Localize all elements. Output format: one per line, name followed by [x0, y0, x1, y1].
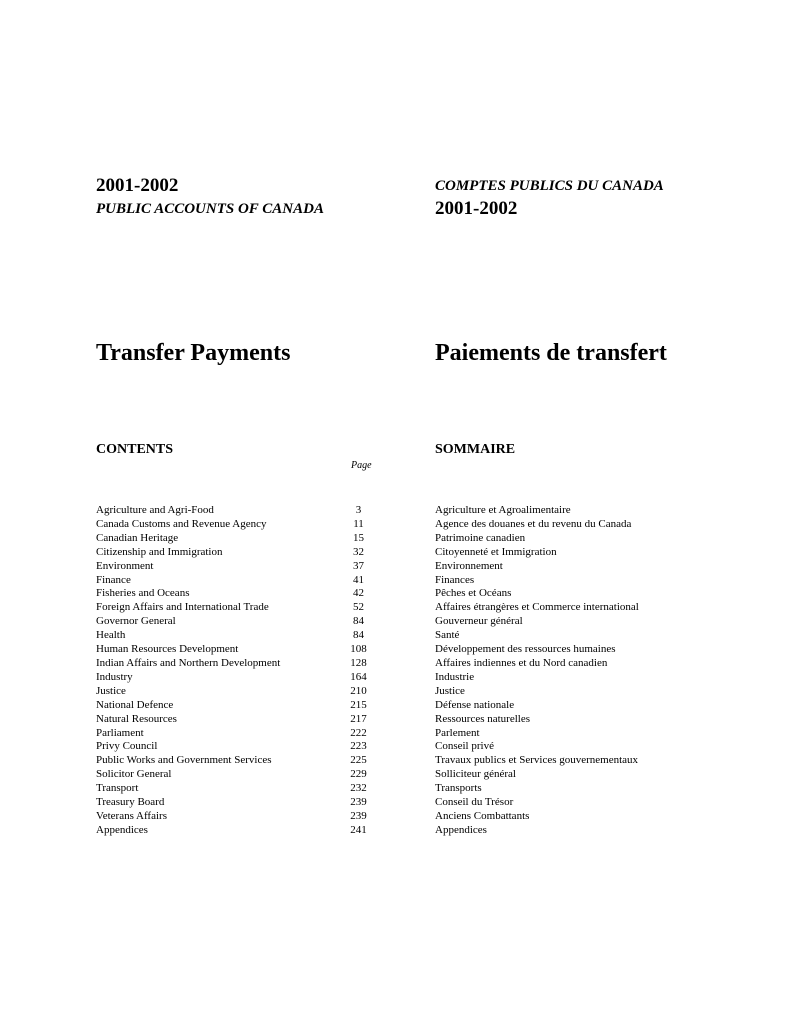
toc-entry-fr: Industrie	[435, 670, 475, 683]
toc-entry-en: Parliament	[96, 726, 144, 739]
toc-entry-fr: Développement des ressources humaines	[435, 643, 616, 656]
page-title-en: Transfer Payments	[96, 340, 291, 366]
toc-entry-en: Treasury Board	[96, 796, 165, 809]
page-title-fr: Paiements de transfert	[435, 340, 667, 366]
toc-entry-en: Agriculture and Agri-Food	[96, 504, 214, 516]
toc-entry-fr: Travaux publics et Services gouvernementaux	[435, 754, 639, 767]
toc-entry-page: 84	[353, 615, 364, 628]
toc-entry-page: 229	[350, 768, 367, 781]
toc-entry-fr: Conseil privé	[435, 740, 494, 753]
toc-entry-en: Privy Council	[96, 740, 158, 753]
toc-entry-fr: Agriculture et Agroalimentaire	[435, 504, 571, 516]
toc-entry-page: 15	[353, 531, 364, 544]
toc-entry-page: 108	[350, 643, 367, 656]
toc-english-list	[96, 504, 346, 838]
toc-entry-page: 241	[350, 823, 367, 836]
toc-entry-fr: Santé	[435, 629, 460, 642]
header-title-en: PUBLIC ACCOUNTS OF CANADA	[96, 201, 324, 217]
toc-entry-page: 3	[355, 504, 362, 516]
toc-entry-page: 222	[350, 726, 367, 739]
toc-entry-en: Foreign Affairs and International Trade	[96, 601, 269, 614]
toc-entry-en: Natural Resources	[96, 712, 177, 725]
toc-entry-en: Canada Customs and Revenue Agency	[96, 517, 267, 530]
toc-entry-page: 239	[350, 809, 367, 822]
toc-entry-page: 223	[350, 740, 367, 753]
toc-entry-fr: Conseil du Trésor	[435, 796, 514, 809]
toc-entry-en: Indian Affairs and Northern Development	[96, 656, 281, 669]
toc-entry-en: Fisheries and Oceans	[96, 587, 190, 600]
toc-entry-en: Health	[96, 629, 126, 642]
toc-entry-page: 239	[350, 796, 367, 809]
toc-entry-fr: Affaires étrangères et Commerce international	[435, 601, 639, 614]
toc-entry-fr: Patrimoine canadien	[435, 531, 526, 544]
toc-entry-page: 32	[353, 545, 364, 558]
toc-entry-page: 37	[353, 559, 364, 572]
contents-heading: CONTENTS	[96, 442, 174, 457]
toc-entry-fr: Défense nationale	[435, 698, 515, 711]
toc-entry-en: Governor General	[96, 615, 176, 628]
toc-entry-fr: Environnement	[435, 559, 503, 572]
toc-entry-en: Veterans Affairs	[96, 809, 167, 822]
toc-entry-page: 217	[350, 712, 367, 725]
toc-entry-page: 128	[350, 656, 367, 669]
header-year-en: 2001-2002	[96, 175, 179, 196]
toc-entry-en: Citizenship and Immigration	[96, 545, 223, 558]
toc-entry-page: 164	[350, 670, 367, 683]
toc-entry-fr: Justice	[435, 684, 465, 697]
toc-entry-page: 41	[353, 573, 364, 586]
toc-entry-en: National Defence	[96, 698, 174, 711]
toc-entry-en: Human Resources Development	[96, 643, 239, 656]
toc-entry-page: 232	[350, 782, 367, 795]
toc-entry-fr: Anciens Combattants	[435, 809, 530, 822]
toc-entry-en: Transport	[96, 782, 139, 795]
toc-entry-fr: Pêches et Océans	[435, 587, 512, 600]
toc-entry-page: 84	[353, 629, 364, 642]
toc-entry-page: 215	[350, 698, 367, 711]
toc-entry-fr: Gouverneur général	[435, 615, 523, 628]
sommaire-heading: SOMMAIRE	[435, 442, 516, 457]
toc-entry-fr: Transports	[435, 782, 482, 795]
toc-entry-fr: Solliciteur général	[435, 768, 516, 781]
toc-entry-en: Canadian Heritage	[96, 531, 179, 544]
toc-entry-en: Public Works and Government Services	[96, 754, 272, 767]
header-title-fr: COMPTES PUBLICS DU CANADA	[435, 178, 664, 194]
toc-entry-page: 11	[353, 517, 364, 530]
toc-french-list	[435, 504, 735, 838]
toc-entry-fr: Finances	[435, 573, 475, 586]
toc-entry-en: Appendices	[96, 823, 148, 836]
header-year-fr: 2001-2002	[435, 198, 518, 219]
toc-entry-fr: Citoyenneté et Immigration	[435, 545, 557, 558]
toc-entry-page: 42	[353, 587, 364, 600]
toc-entry-fr: Appendices	[435, 823, 487, 836]
toc-entry-page: 210	[350, 684, 367, 697]
toc-entry-page: 225	[350, 754, 367, 767]
toc-page-numbers	[336, 504, 381, 838]
toc-entry-page: 52	[353, 601, 364, 614]
toc-entry-fr: Agence des douanes et du revenu du Canada	[435, 517, 632, 530]
toc-entry-en: Justice	[96, 684, 126, 697]
toc-entry-fr: Parlement	[435, 726, 480, 739]
toc-entry-en: Solicitor General	[96, 768, 172, 781]
toc-entry-fr: Ressources naturelles	[435, 712, 530, 725]
toc-entry-en: Environment	[96, 559, 154, 572]
page-column-label: Page	[351, 460, 372, 471]
toc-entry-fr: Affaires indiennes et du Nord canadien	[435, 656, 608, 669]
toc-entry-en: Industry	[96, 670, 133, 683]
toc-entry-en: Finance	[96, 573, 131, 586]
